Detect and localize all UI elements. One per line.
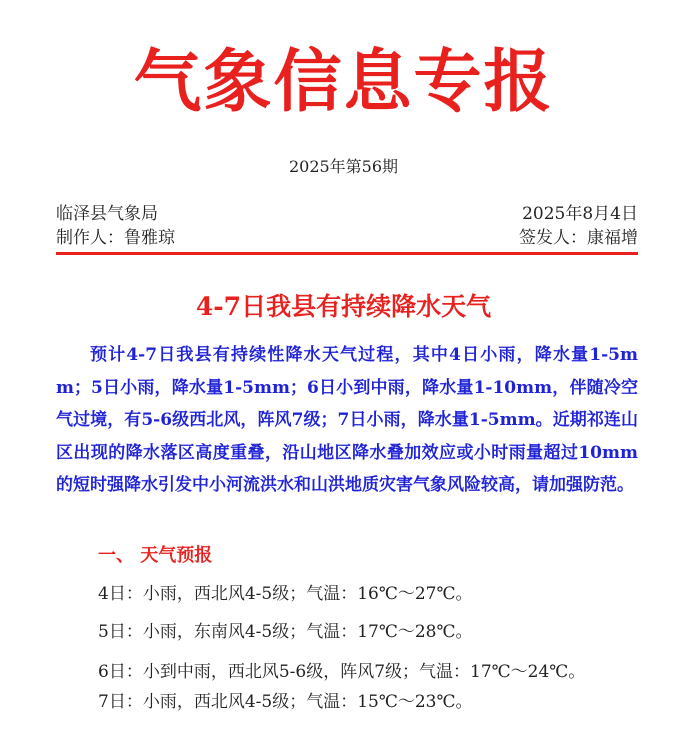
issue-date: 2025年8月4日 xyxy=(522,204,638,224)
issue-number: 2025年第56期 xyxy=(288,157,399,176)
masthead-title: 气象信息专报 xyxy=(133,42,554,122)
forecast-day-line: 7日：小雨，西北风4-5级；气温：15℃～23℃。 xyxy=(98,692,473,712)
issuer-name: 临泽县气象局 xyxy=(56,204,158,224)
header-divider xyxy=(56,252,638,255)
forecast-day-line: 6日：小到中雨，西北风5-6级，阵风7级；气温：17℃～24℃。 xyxy=(98,662,586,682)
author-line: 制作人：鲁雅琼 xyxy=(56,228,175,248)
forecast-day-line: 4日：小雨，西北风4-5级；气温：16℃～27℃。 xyxy=(98,584,473,604)
signer-line: 签发人：康福增 xyxy=(519,228,638,248)
meta-row-issuer xyxy=(56,203,638,225)
section-title-forecast: 一、 天气预报 xyxy=(98,545,213,566)
summary-paragraph: 预计4-7日我县有持续性降水天气过程，其中4日小雨，降水量1-5mm；5日小雨，降水量1-5mm；6日小到中雨，降水量1-10mm，伴随冷空气过境，有5-6级西北风，阵风7级；7日小雨，降水量1-5mm。近期祁连山区出现的降水落区高度重叠，沿山地区降水叠加效应或小时雨量超过10mm的短时强降水引发中小河流洪水和山洪地质灾害气象风险较高，请加强防范。 xyxy=(56,345,638,496)
meta-row-people xyxy=(56,227,638,249)
headline: 4-7日我县有持续降水天气 xyxy=(195,292,492,321)
forecast-day-line: 5日：小雨，东南风4-5级；气温：17℃～28℃。 xyxy=(98,622,473,642)
